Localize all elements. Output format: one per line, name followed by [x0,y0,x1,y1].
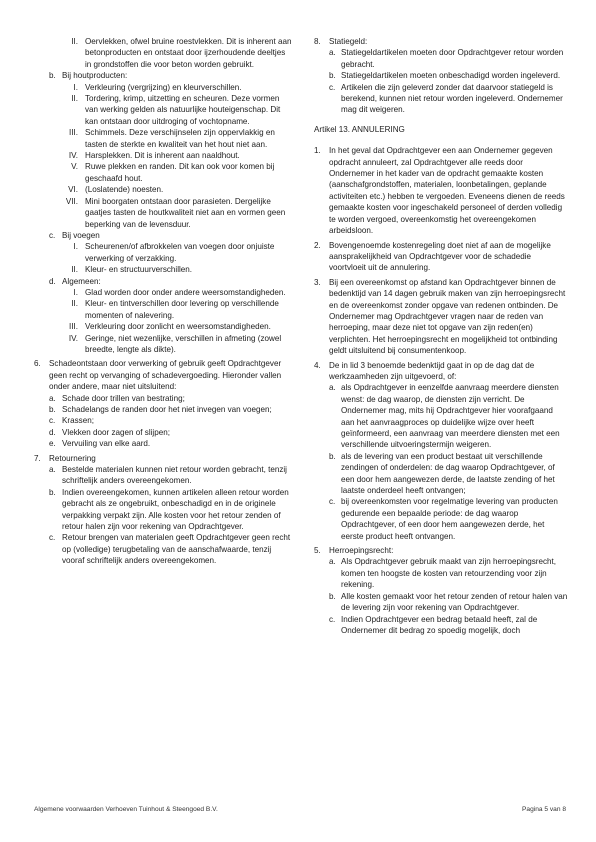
list-marker: IV. [68,333,78,343]
list-item [34,393,292,404]
list-marker: b. [49,71,56,81]
list-marker: b. [329,71,336,81]
list-item [314,70,568,81]
list-item [34,404,292,415]
list-item-text: Harsplekken. Dit is inherent aan naaldhout. [85,151,240,161]
list-item-text: Bij een overeenkomst op afstand kan Opdrachtgever binnen de bedenktijd van 14 dagen gebruik maken van zijn herroepingsrecht en de overeenkomst zonder opgave van redenen ontbinden. De Ondernemer mag Opdrachtgever vragen naar de reden van herroeping, maar deze niet tot opgave van zijn reden(en) verplichten. Het herroepingsrecht en mogelijkheid tot ontbinding geldt uitsluitend bij consumentenkoop. [329,277,566,356]
list-item-text: Artikelen die zijn geleverd zonder dat daarvoor statiegeld is berekend, kunnen niet retour worden ingeleverd. Ondernemer mag dit weigeren. [341,82,563,115]
list-item [34,487,292,533]
list-marker: a. [49,393,56,403]
list-item-text: Vervuiling van elke aard. [62,439,151,449]
list-item [314,382,568,450]
list-item [314,360,568,383]
list-marker: VI. [68,185,78,195]
list-marker: I. [73,242,78,252]
list-marker: III. [69,128,78,138]
list-item-text: (Loslatende) noesten. [85,185,164,195]
list-item-text: Indien overeengekomen, kunnen artikelen alleen retour worden gebracht als ze ongebruikt, onbeschadigd en in de originele verpakking verpakt zijn. Alle kosten voor het retour zenden of retour halen zijn voor rekening van Opdrachtgever. [62,487,289,532]
list-marker: 3. [314,277,321,287]
list-item [314,591,568,614]
list-marker: c. [49,416,56,426]
list-item [34,358,292,392]
list-item-text: Als Opdrachtgever gebruik maakt van zijn herroepingsrecht, komen ten hoogste de kosten van retourzending voor zijn rekening. [341,557,557,590]
list-marker: V. [71,162,78,172]
list-item [314,614,568,637]
list-item [34,264,292,275]
list-marker: I. [73,287,78,297]
list-item [314,451,568,497]
list-item-text: Oervlekken, ofwel bruine roestvlekken. Dit is inherent aan betonproducten en ontstaat door ijzerhoudende deeltjes in grondstoffen die voor beton worden gebruikt. [85,37,292,69]
list-item-text: Geringe, niet wezenlijke, verschillen in afmeting (zowel breedte, lengte als dikte). [85,333,282,354]
list-item [34,36,292,70]
list-item [34,298,292,321]
list-marker: b. [49,405,56,414]
list-item-text: Retour brengen van materialen geeft Opdrachtgever geen recht op (volledige) terugbetaling van de aanschafwaarde, tenzij vooraf schriftelijk anders overeengekomen. [62,533,291,566]
list-item-text: In het geval dat Opdrachtgever een aan Ondernemer gegeven opdracht annuleert, zal Opdrachtgever alle reeds door Ondernemer in het kader van de opdracht gemaakte kosten (aanschafgrondstoffen, materialen, loonbetalingen, geplande activiteiten etc.) hebben te vergoeden. Eveneens dienen de reeds gemaakte kosten voor ingeschakeld personeel of derden volledig te worden vergoed, overeenkomstig het overeengekomen arbeidsloon. [329,146,565,236]
list-marker: a. [329,383,336,393]
list-item [314,556,568,590]
right-column [314,36,568,636]
list-item-text: Schadelangs de randen door het niet invegen van voegen; [62,405,272,414]
list-item-text: Verkleuring (vergrijzing) en kleurverschillen. [85,82,242,92]
list-item-text: Glad worden door onder andere weersomstandigheden. [85,287,286,297]
list-item-text: Ruwe plekken en randen. Dit kan ook voor komen bij geschaafd hout. [85,162,275,183]
list-item [34,196,292,230]
list-item [34,241,292,264]
list-item-text: Verkleuring door zonlicht en weersomstandigheden. [85,322,271,332]
list-marker: II. [71,37,78,46]
list-item-text: Bestelde materialen kunnen niet retour worden gebracht, tenzij schriftelijk anders overeengekomen. [62,465,287,486]
list-item-text: Statiegeld: [329,37,368,46]
list-item-text: Krassen; [62,416,94,426]
list-marker: c. [329,614,336,624]
footer-page-number: Pagina 5 van 8 [522,806,566,813]
list-marker: 8. [314,37,321,46]
article-heading [314,124,568,135]
list-item [34,438,292,449]
list-marker: 5. [314,546,321,556]
list-marker: c. [329,82,336,92]
list-item-text: Mini boorgaten ontstaan door parasieten. Dergelijke gaatjes tasten de houtkwaliteit niet aan en vormen geen beperking van de levensduur. [85,196,286,229]
list-item [34,427,292,438]
list-item-text: Bovengenoemde kostenregeling doet niet af aan de mogelijke aansprakelijkheid van Opdrachtgever voor de schadedie voortvloeit uit de annulering. [329,240,551,273]
list-item-text: Bij houtproducten: [62,71,128,81]
list-marker: b. [329,451,336,461]
list-marker: III. [69,322,78,332]
left-column [34,36,292,567]
list-item [34,127,292,150]
list-item [314,277,568,357]
list-item [34,70,292,81]
list-marker: d. [49,427,56,437]
list-item [314,545,568,556]
list-item [34,82,292,93]
list-item-text: Schadeontstaan door verwerking of gebruik geeft Opdrachtgever geen recht op vervanging of schadevergoeding. Hieronder vallen onder andere, maar niet uitsluitend: [49,359,282,392]
list-marker: 4. [314,360,321,370]
list-marker: II. [71,94,78,104]
list-marker: a. [49,465,56,475]
list-item [34,184,292,195]
list-item [34,93,292,127]
list-item [314,82,568,116]
list-marker: IV. [68,151,78,161]
list-item [34,532,292,566]
list-item [34,287,292,298]
list-marker: d. [49,276,56,286]
list-item [34,453,292,464]
list-item [34,333,292,356]
list-item-text: Herroepingsrecht: [329,546,394,556]
list-item-text: Statiegeldartikelen moeten door Opdrachtgever retour worden gebracht. [341,48,564,69]
list-item-text: Kleur- en structuurverschillen. [85,265,193,275]
article-heading-text: Artikel 13. ANNULERING [314,124,405,134]
list-item [34,464,292,487]
list-marker: e. [49,439,56,449]
list-item-text: Schimmels. Deze verschijnselen zijn oppervlakkig en tasten de sterkte en kwaliteit van het hout niet aan. [85,128,275,149]
list-item [314,145,568,236]
list-item-text: De in lid 3 benoemde bedenktijd gaat in op de dag dat de werkzaamheden zijn uitgevoerd, of: [329,360,535,381]
list-item [34,230,292,241]
list-item-text: Vlekken door zagen of slijpen; [62,427,170,437]
list-item [34,161,292,184]
list-marker: c. [49,230,56,240]
list-marker: 6. [34,359,41,369]
list-item-text: als Opdrachtgever in eenzelfde aanvraag meerdere diensten wenst: de dag waarop, de diensten zijn verricht. De Ondernemer mag, mits hij Opdrachtgever hier voorafgaand aan het aanvraagproces op duidelijke wijze over heeft geïnformeerd, een aanvraag van meerdere diensten met een verschillende uitvoeringstermijn weigeren. [341,383,560,450]
list-item-text: bij overeenkomsten voor regelmatige levering van producten gedurende een bepaalde periode: de dag waarop Opdrachtgever, of een door hem aangewezen derde, het eerste product heeft ontvangen. [341,497,558,541]
list-item-text: Statiegeldartikelen moeten onbeschadigd worden ingeleverd. [341,71,561,81]
list-item-text: Scheurenen/of afbrokkelen van voegen door onjuiste verwerking of verzakking. [85,242,275,263]
list-marker: VII. [65,196,78,206]
list-marker: II. [71,299,78,309]
list-marker: b. [49,487,56,497]
list-marker: a. [329,557,336,567]
list-item [314,36,568,47]
list-marker: a. [329,48,336,58]
list-marker: I. [73,82,78,92]
list-marker: 2. [314,240,321,250]
list-item-text: Kleur- en tintverschillen door levering op verschillende momenten of nalevering. [85,299,279,320]
list-item [314,240,568,274]
list-marker: II. [71,265,78,275]
list-item-text: Schade door trillen van bestrating; [62,393,185,403]
list-item [314,47,568,70]
list-marker: 7. [34,453,41,463]
list-item-text: Retournering [49,453,96,463]
list-item [34,150,292,161]
list-item-text: Bij voegen [62,230,100,240]
list-item [34,321,292,332]
list-marker: b. [329,591,336,601]
list-item-text: als de levering van een product bestaat uit verschillende zendingen of onderdelen: de dag waarop Opdrachtgever, of een door hem aangewezen derde, de laatste zending of het laatste onderdeel heeft ontvangen; [341,451,555,496]
footer-company: Algemene voorwaarden Verhoeven Tuinhout & Steengoed B.V. [34,806,218,813]
list-item [34,415,292,426]
list-marker: c. [329,497,336,507]
list-item-text: Tordering, krimp, uitzetting en scheuren. Deze vormen van werking gelden als natuurlijke houteigenschap. Dit kan ontstaan door uitdroging of vochtopname. [85,94,281,126]
list-item [34,276,292,287]
list-marker: c. [49,533,56,543]
list-item-text: Algemeen: [62,276,101,286]
list-item [314,496,568,542]
list-item-text: Indien Opdrachtgever een bedrag betaald heeft, zal de Ondernemer dit bedrag zo spoedig mogelijk, doch [341,614,538,635]
list-marker: 1. [314,146,321,156]
list-item-text: Alle kosten gemaakt voor het retour zenden of retour halen van de levering zijn voor rekening van Opdrachtgever. [341,591,568,613]
